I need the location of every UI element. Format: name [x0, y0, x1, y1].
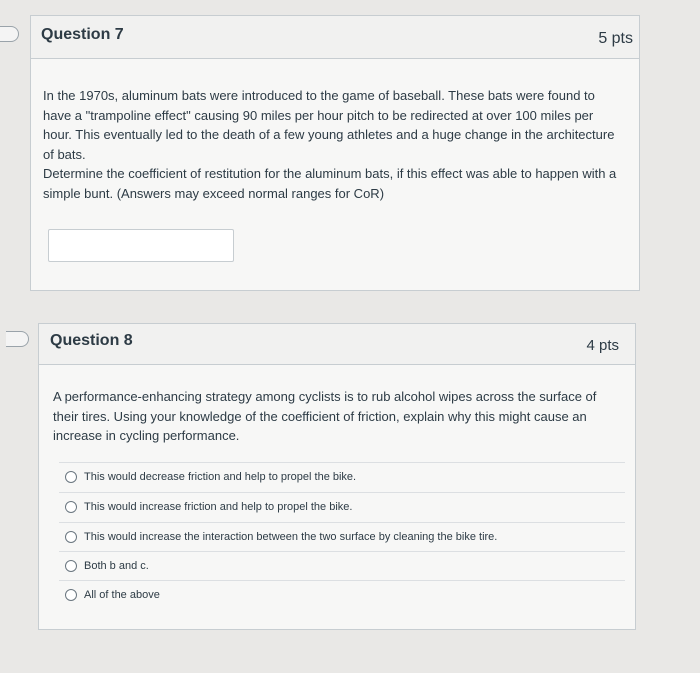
flag-question-8-icon[interactable] [6, 331, 29, 347]
answer-option-b[interactable] [59, 492, 625, 521]
answer-option-label: Both b and c. [84, 560, 149, 572]
question-8-text: A performance-enhancing strategy among cyclists is to rub alcohol wipes across the surface of their tires. Using your knowledge of the coefficient of friction, explain why this might cause an increase in cycling performance. [53, 389, 597, 443]
answer-option-e[interactable] [59, 580, 625, 609]
answer-option-label: This would increase the interaction between the two surface by cleaning the bike tire. [84, 531, 498, 543]
question-8-title: Question 8 [50, 332, 133, 349]
question-8-card [38, 323, 636, 630]
question-7-answer-input[interactable] [48, 229, 234, 262]
radio-button-icon[interactable] [65, 501, 77, 513]
answer-option-d[interactable] [59, 551, 625, 580]
radio-button-icon[interactable] [65, 589, 77, 601]
radio-button-icon[interactable] [65, 560, 77, 572]
answer-option-c[interactable] [59, 522, 625, 551]
question-7-points: 5 pts [598, 30, 633, 47]
question-7-paragraph-2: Determine the coefficient of restitution for the aluminum bats, if this effect was able to happen with a simple bunt. (Answers may exceed normal ranges for CoR) [43, 166, 617, 201]
question-8-points: 4 pts [586, 337, 619, 354]
radio-button-icon[interactable] [65, 531, 77, 543]
question-7-paragraph-1: In the 1970s, aluminum bats were introduced to the game of baseball. These bats were found to have a "trampoline effect" causing 90 miles per hour pitch to be redirected at over 100 miles per hour. This eventually led to the death of a few young athletes and a huge change in the architecture of bats. [43, 88, 615, 162]
answer-option-label: All of the above [84, 589, 160, 601]
radio-button-icon[interactable] [65, 471, 77, 483]
flag-question-7-icon[interactable] [0, 26, 19, 42]
question-7-header [31, 16, 639, 59]
question-8-header [39, 324, 635, 365]
answer-option-label: This would decrease friction and help to propel the bike. [84, 471, 357, 483]
question-7-title: Question 7 [41, 26, 124, 43]
answer-option-a[interactable] [59, 462, 625, 491]
answer-option-label: This would increase friction and help to propel the bike. [84, 501, 353, 513]
question-7-card [30, 15, 640, 291]
question-7-text [43, 86, 621, 203]
